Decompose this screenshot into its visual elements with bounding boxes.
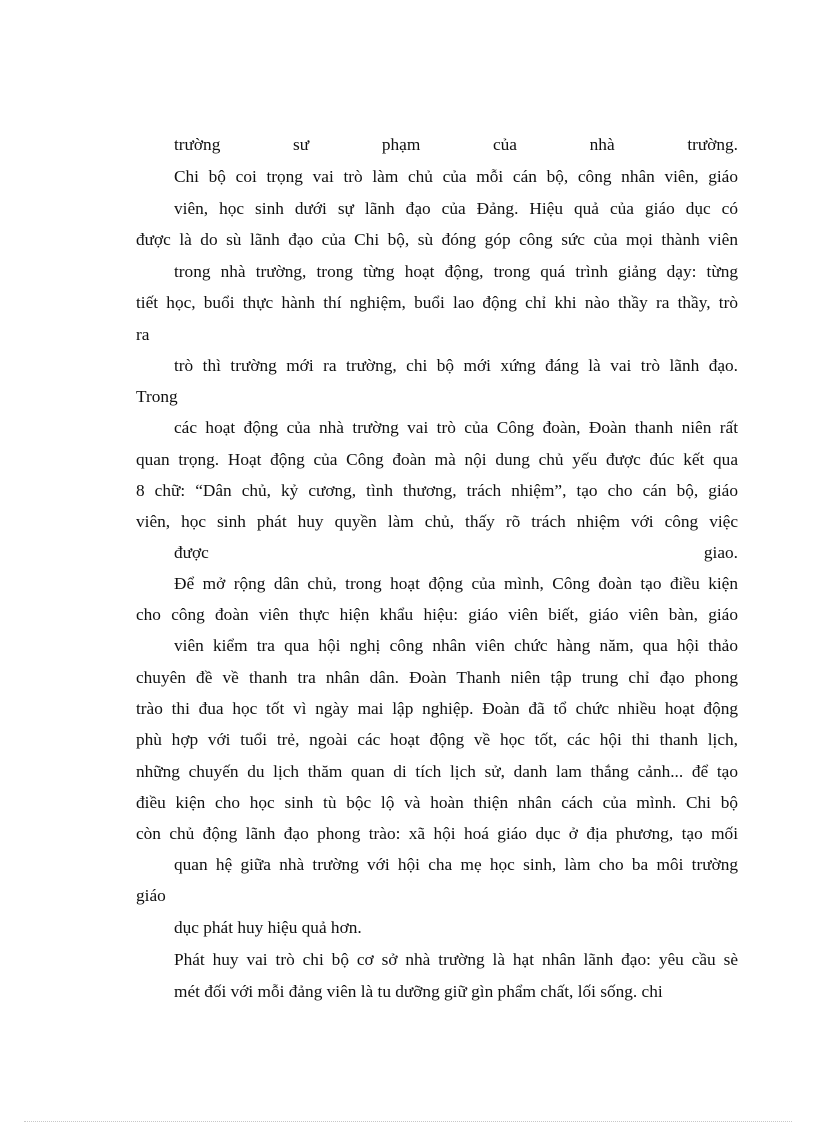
text-line: Chi bộ coi trọng vai trò làm chủ của mỗi cán bộ, công nhân viên, giáo	[174, 167, 738, 186]
text-line: cho công đoàn viên thực hiện khẩu hiệu: giáo viên biết, giáo viên bàn, giáo	[136, 605, 738, 624]
text-line: dục phát huy hiệu quả hơn.	[174, 918, 362, 937]
text-line: điều kiện cho học sinh tù bộc lộ và hoàn thiện nhân cách của mình. Chi bộ	[136, 793, 738, 812]
text-line: mét đối với mỗi đảng viên là tu dưỡng giữ gìn phẩm chất, lối sống. chi	[174, 982, 663, 1001]
text-line: trong nhà trường, trong từng hoạt động, trong quá trình giảng dạy: từng	[174, 262, 738, 281]
text-line: Trong	[136, 387, 178, 406]
text-line: 8 chữ: “Dân chủ, kỷ cương, tình thương, trách nhiệm”, tạo cho cán bộ, giáo	[136, 481, 738, 500]
text-line: viên, học sinh phát huy quyền làm chủ, thấy rõ trách nhiệm với công việc	[136, 512, 738, 531]
text-line: còn chủ động lãnh đạo phong trào: xã hội hoá giáo dục ở địa phương, tạo mối	[136, 824, 738, 843]
text-line: trường sư phạm của nhà trường.	[174, 135, 738, 154]
text-line: viên, học sinh dưới sự lãnh đạo của Đảng. Hiệu quả của giáo dục có	[174, 199, 738, 218]
text-line: Để mở rộng dân chủ, trong hoạt động của mình, Công đoàn tạo điều kiện	[174, 574, 738, 593]
text-line: giáo	[136, 886, 166, 905]
text-line: chuyên đề về thanh tra nhân dân. Đoàn Thanh niên tập trung chỉ đạo phong	[136, 668, 738, 687]
text-line: viên kiểm tra qua hội nghị công nhân viên chức hàng năm, qua hội thảo	[174, 636, 738, 655]
text-line: được là do sù lãnh đạo của Chi bộ, sù đóng góp công sức của mọi thành viên	[136, 230, 738, 249]
text-line: tiết học, buổi thực hành thí nghiệm, buổi lao động chỉ khi nào thầy ra thầy, trò	[136, 293, 738, 312]
text-line: được giao.	[174, 543, 738, 562]
page-edge-divider	[24, 1121, 792, 1122]
text-line: các hoạt động của nhà trường vai trò của Công đoàn, Đoàn thanh niên rất	[174, 418, 738, 437]
text-line: Phát huy vai trò chi bộ cơ sở nhà trường là hạt nhân lãnh đạo: yêu cầu sè	[174, 950, 738, 969]
text-line: trào thi đua học tốt vì ngày mai lập nghiệp. Đoàn đã tổ chức nhiều hoạt động	[136, 699, 738, 718]
text-line: quan hệ giữa nhà trường với hội cha mẹ học sinh, làm cho ba môi trường	[174, 855, 738, 874]
text-line: những chuyến du lịch thăm quan di tích lịch sử, danh lam thắng cảnh... để tạo	[136, 762, 738, 781]
text-line: quan trọng. Hoạt động của Công đoàn mà nội dung chủ yếu được đúc kết qua	[136, 450, 738, 469]
text-line: ra	[136, 325, 150, 344]
text-line: phù hợp với tuổi trẻ, ngoài các hoạt động về học tốt, các hội thi thanh lịch,	[136, 730, 738, 749]
text-line: trò thì trường mới ra trường, chi bộ mới xứng đáng là vai trò lãnh đạo.	[174, 356, 738, 375]
